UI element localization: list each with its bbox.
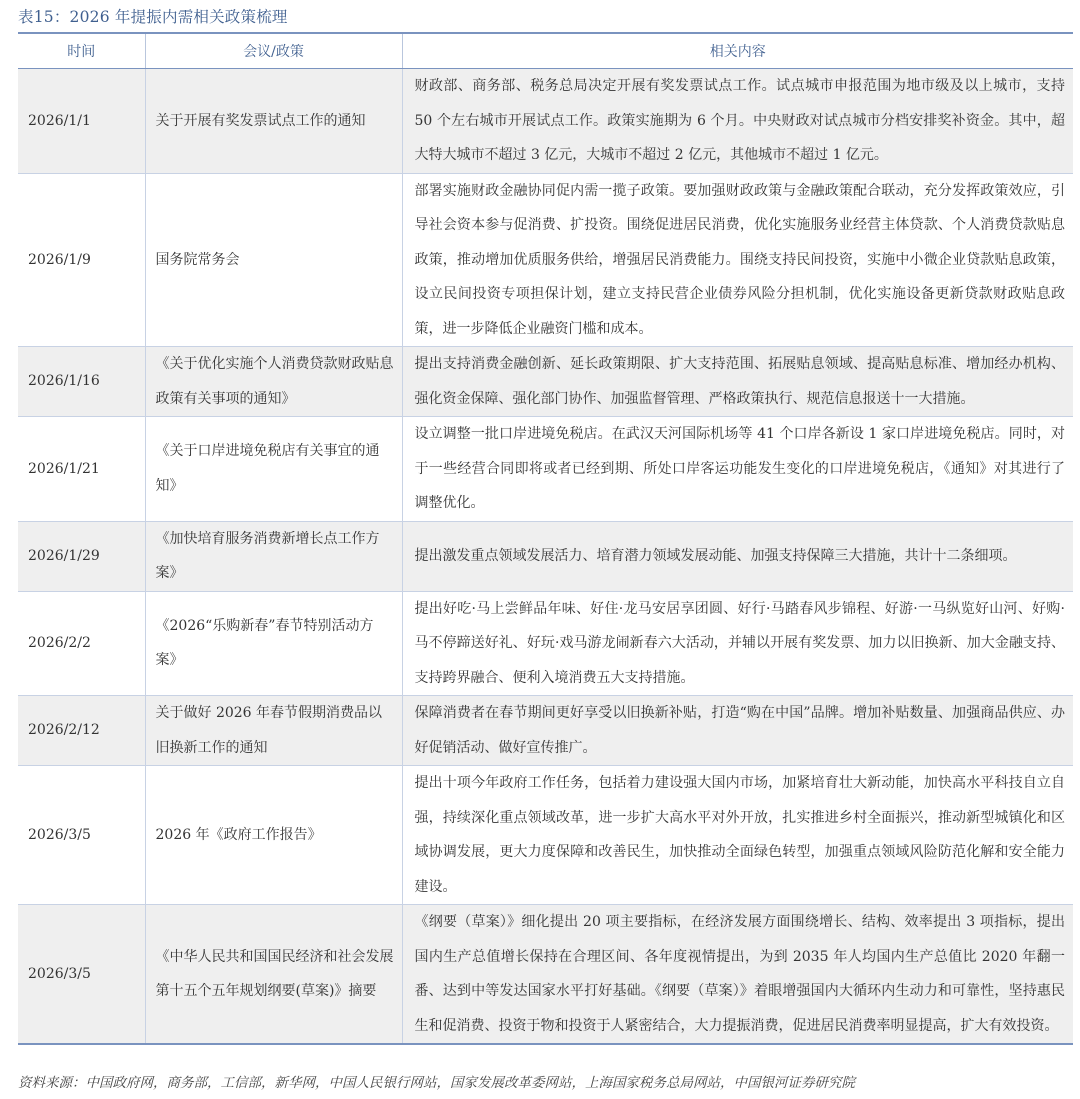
table-row — [18, 766, 1073, 905]
row-content: 部署实施财政金融协同促内需一揽子政策。要加强财政政策与金融政策配合联动，充分发挥政策效应，引导社会资本参与促消费、扩投资。围绕促进居民消费，优化实施服务业经营主体贷款、个人消费贷款贴息政策，推动增加优质服务供给，增强居民消费能力。围绕支持民间投资，实施中小微企业贷款贴息政策，设立民间投资专项担保计划，建立支持民营企业债券风险分担机制，优化实施设备更新贷款财政贴息政策，进一步降低企业融资门槛和成本。 — [402, 173, 1073, 347]
policy-table-container — [18, 32, 1073, 1045]
table-row — [18, 521, 1073, 591]
table-row — [18, 69, 1073, 174]
table-caption: 表15：2026 年提振内需相关政策梳理 — [18, 8, 288, 26]
row-content: 保障消费者在春节期间更好享受以旧换新补贴，打造“购在中国”品牌。增加补贴数量、加强商品供应、办好促销活动、做好宣传推广。 — [402, 696, 1073, 766]
row-policy: 关于做好 2026 年春节假期消费品以旧换新工作的通知 — [145, 696, 402, 766]
row-policy: 关于开展有奖发票试点工作的通知 — [145, 69, 402, 174]
row-policy: 《加快培育服务消费新增长点工作方案》 — [145, 521, 402, 591]
header-policy: 会议/政策 — [145, 33, 402, 69]
policy-table — [18, 32, 1073, 1045]
header-content: 相关内容 — [402, 33, 1073, 69]
row-date: 2026/1/21 — [18, 417, 145, 522]
row-date: 2026/1/29 — [18, 521, 145, 591]
table-row — [18, 173, 1073, 347]
row-policy: 《关于口岸进境免税店有关事宜的通知》 — [145, 417, 402, 522]
table-row — [18, 417, 1073, 522]
row-date: 2026/2/2 — [18, 591, 145, 696]
header-date: 时间 — [18, 33, 145, 69]
source-note: 资料来源：中国政府网，商务部，工信部，新华网，中国人民银行网站，国家发展改革委网站，上海国家税务总局网站，中国银河证券研究院 — [18, 1075, 855, 1091]
row-date: 2026/1/9 — [18, 173, 145, 347]
row-date: 2026/1/16 — [18, 347, 145, 417]
table-row — [18, 347, 1073, 417]
row-date: 2026/1/1 — [18, 69, 145, 174]
row-content: 提出支持消费金融创新、延长政策期限、扩大支持范围、拓展贴息领域、提高贴息标准、增加经办机构、强化资金保障、强化部门协作、加强监督管理、严格政策执行、规范信息报送十一大措施。 — [402, 347, 1073, 417]
row-policy: 国务院常务会 — [145, 173, 402, 347]
header-row — [18, 33, 1073, 69]
row-date: 2026/2/12 — [18, 696, 145, 766]
row-date: 2026/3/5 — [18, 905, 145, 1045]
table-row — [18, 905, 1073, 1045]
row-content: 设立调整一批口岸进境免税店。在武汉天河国际机场等 41 个口岸各新设 1 家口岸进境免税店。同时，对于一些经营合同即将或者已经到期、所处口岸客运功能发生变化的口岸进境免税店，《通知》对其进行了调整优化。 — [402, 417, 1073, 522]
row-policy: 《2026“乐购新春”春节特别活动方案》 — [145, 591, 402, 696]
row-date: 2026/3/5 — [18, 766, 145, 905]
row-content: 《纲要（草案）》细化提出 20 项主要指标，在经济发展方面围绕增长、结构、效率提出 3 项指标，提出国内生产总值增长保持在合理区间、各年度视情提出，为到 2035 年人均国内生产总值比 2020 年翻一番、达到中等发达国家水平打好基础。《纲要（草案）》着眼增强国内大循环内生动力和可靠性，坚持惠民生和促消费、投资于物和投资于人紧密结合，大力提振消费，促进居民消费率明显提高，扩大有效投资。 — [402, 905, 1073, 1045]
table-row — [18, 591, 1073, 696]
row-content: 财政部、商务部、税务总局决定开展有奖发票试点工作。试点城市申报范围为地市级及以上城市，支持 50 个左右城市开展试点工作。政策实施期为 6 个月。中央财政对试点城市分档安排奖补资金。其中，超大特大城市不超过 3 亿元，大城市不超过 2 亿元，其他城市不超过 1 亿元。 — [402, 69, 1073, 174]
row-content: 提出激发重点领域发展活力、培育潜力领域发展动能、加强支持保障三大措施，共计十二条细项。 — [402, 521, 1073, 591]
row-policy: 2026 年《政府工作报告》 — [145, 766, 402, 905]
row-policy: 《中华人民共和国国民经济和社会发展第十五个五年规划纲要(草案)》摘要 — [145, 905, 402, 1045]
table-row — [18, 696, 1073, 766]
row-content: 提出十项今年政府工作任务，包括着力建设强大国内市场，加紧培育壮大新动能，加快高水平科技自立自强，持续深化重点领域改革，进一步扩大高水平对外开放，扎实推进乡村全面振兴，推动新型城镇化和区域协调发展，更大力度保障和改善民生，加快推动全面绿色转型，加强重点领域风险防范化解和安全能力建设。 — [402, 766, 1073, 905]
row-policy: 《关于优化实施个人消费贷款财政贴息政策有关事项的通知》 — [145, 347, 402, 417]
row-content: 提出好吃·马上尝鲜品年味、好住·龙马安居享团圆、好行·马踏春风步锦程、好游·一马纵览好山河、好购·马不停蹄送好礼、好玩·戏马游龙闹新春六大活动，并辅以开展有奖发票、加力以旧换新、加大金融支持、支持跨界融合、便利入境消费五大支持措施。 — [402, 591, 1073, 696]
